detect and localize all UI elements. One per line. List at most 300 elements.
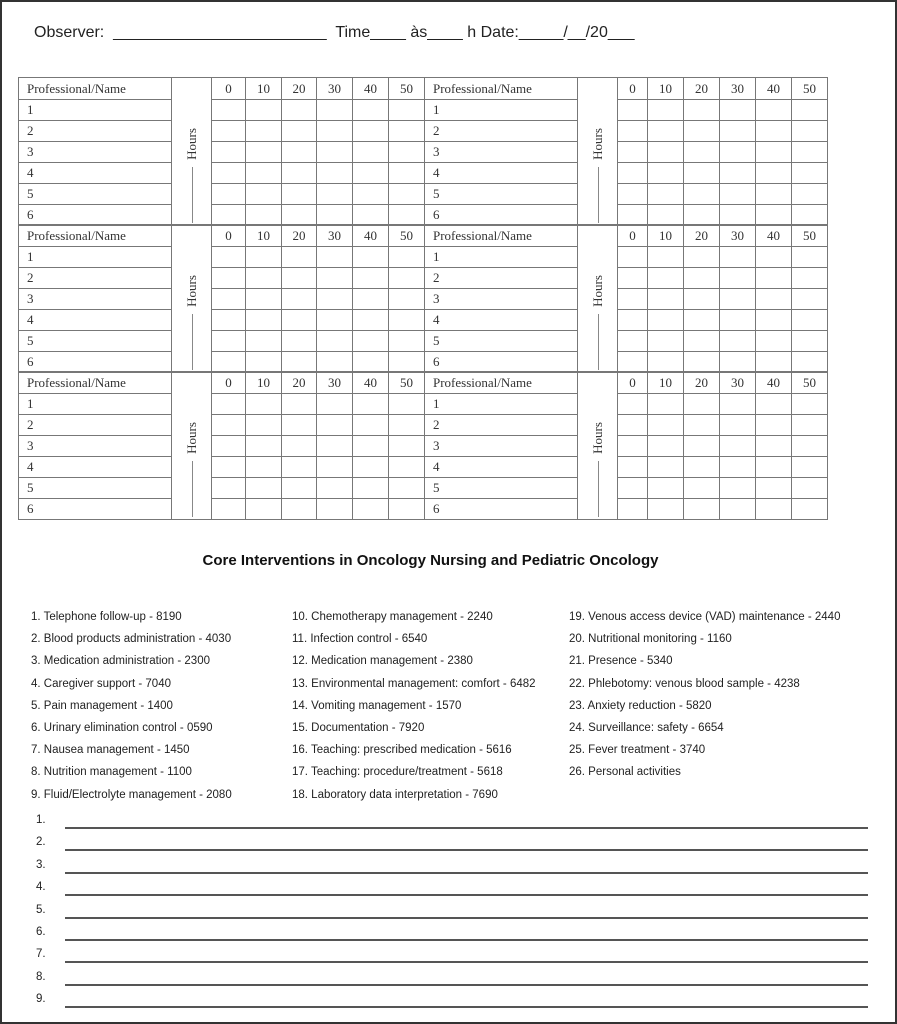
- observation-cell[interactable]: [317, 289, 353, 310]
- observation-cell[interactable]: [317, 499, 353, 520]
- observation-cell[interactable]: [618, 121, 648, 142]
- observation-cell[interactable]: [792, 478, 828, 499]
- observation-cell[interactable]: [648, 247, 684, 268]
- note-entry-field[interactable]: [65, 961, 868, 963]
- observation-cell[interactable]: [317, 457, 353, 478]
- observation-cell[interactable]: [720, 331, 756, 352]
- professional-name-cell[interactable]: 1: [425, 100, 578, 121]
- observation-cell[interactable]: [353, 121, 389, 142]
- observation-cell[interactable]: [389, 499, 425, 520]
- observation-cell[interactable]: [720, 457, 756, 478]
- minute-header: 20: [282, 78, 317, 100]
- observation-cell[interactable]: [317, 394, 353, 415]
- observation-cell[interactable]: [282, 289, 317, 310]
- observation-cell[interactable]: [792, 142, 828, 163]
- observation-cell[interactable]: [246, 100, 282, 121]
- professional-name-cell[interactable]: 4: [425, 163, 578, 184]
- observation-cell[interactable]: [792, 268, 828, 289]
- observation-cell[interactable]: [720, 499, 756, 520]
- observation-cell[interactable]: [618, 184, 648, 205]
- observation-cell[interactable]: [246, 310, 282, 331]
- observation-cell[interactable]: [353, 205, 389, 226]
- observation-cell[interactable]: [282, 394, 317, 415]
- observation-cell[interactable]: [282, 268, 317, 289]
- observation-cell[interactable]: [648, 142, 684, 163]
- observation-cell[interactable]: [353, 310, 389, 331]
- professional-name-cell[interactable]: 6: [425, 499, 578, 520]
- observation-cell[interactable]: [648, 205, 684, 226]
- hours-entry-line: [192, 167, 193, 223]
- professional-name-cell[interactable]: 1: [19, 247, 172, 268]
- observation-cell[interactable]: [648, 478, 684, 499]
- observation-cell[interactable]: [282, 331, 317, 352]
- professional-name-cell[interactable]: 1: [425, 394, 578, 415]
- observation-cell[interactable]: [389, 415, 425, 436]
- note-entry-field[interactable]: [65, 917, 868, 919]
- observation-cell[interactable]: [756, 394, 792, 415]
- professional-name-cell[interactable]: 3: [425, 289, 578, 310]
- professional-name-cell[interactable]: 3: [425, 142, 578, 163]
- observation-cell[interactable]: [792, 499, 828, 520]
- intervention-item: 22. Phlebotomy: venous blood sample - 4238: [569, 677, 800, 690]
- note-entry-field[interactable]: [65, 872, 868, 874]
- professional-name-cell[interactable]: 5: [425, 184, 578, 205]
- observation-cell[interactable]: [353, 268, 389, 289]
- observation-cell[interactable]: [212, 184, 246, 205]
- observation-cell[interactable]: [618, 100, 648, 121]
- professional-name-cell[interactable]: 2: [425, 415, 578, 436]
- observation-cell[interactable]: [720, 289, 756, 310]
- observation-cell[interactable]: [353, 499, 389, 520]
- observation-cell[interactable]: [282, 184, 317, 205]
- minute-header: 20: [282, 225, 317, 247]
- observation-cell[interactable]: [756, 331, 792, 352]
- observation-cell[interactable]: [212, 121, 246, 142]
- observation-cell[interactable]: [212, 436, 246, 457]
- observation-cell[interactable]: [389, 289, 425, 310]
- observation-cell[interactable]: [317, 331, 353, 352]
- observation-cell[interactable]: [792, 163, 828, 184]
- professional-name-cell[interactable]: 5: [425, 478, 578, 499]
- observation-cell[interactable]: [684, 352, 720, 373]
- time-to-field[interactable]: às____: [410, 24, 463, 41]
- professional-name-cell[interactable]: 1: [19, 394, 172, 415]
- observation-cell[interactable]: [648, 100, 684, 121]
- table-row: [19, 289, 425, 310]
- observation-cell[interactable]: [618, 247, 648, 268]
- observation-cell[interactable]: [618, 142, 648, 163]
- observation-cell[interactable]: [389, 100, 425, 121]
- table-row: [19, 310, 425, 331]
- observation-cell[interactable]: [684, 100, 720, 121]
- observation-cell[interactable]: [792, 436, 828, 457]
- observation-cell[interactable]: [648, 394, 684, 415]
- professional-name-cell[interactable]: 3: [19, 289, 172, 310]
- minute-header: 10: [246, 372, 282, 394]
- professional-name-cell[interactable]: 1: [19, 100, 172, 121]
- observation-cell[interactable]: [282, 163, 317, 184]
- observation-cell[interactable]: [282, 100, 317, 121]
- observation-cell[interactable]: [684, 247, 720, 268]
- observation-cell[interactable]: [618, 352, 648, 373]
- note-entry-field[interactable]: [65, 894, 868, 896]
- observation-cell[interactable]: [282, 121, 317, 142]
- professional-name-cell[interactable]: 5: [19, 478, 172, 499]
- observation-cell[interactable]: [212, 310, 246, 331]
- observation-cell[interactable]: [648, 499, 684, 520]
- observation-cell[interactable]: [618, 394, 648, 415]
- grid-block: [18, 371, 827, 518]
- observation-cell[interactable]: [720, 352, 756, 373]
- professional-name-cell[interactable]: 4: [425, 457, 578, 478]
- observation-cell[interactable]: [353, 394, 389, 415]
- observation-cell[interactable]: [720, 310, 756, 331]
- observation-cell[interactable]: [212, 163, 246, 184]
- professional-name-cell[interactable]: 3: [19, 142, 172, 163]
- observation-cell[interactable]: [317, 100, 353, 121]
- observation-cell[interactable]: [212, 268, 246, 289]
- observation-cell[interactable]: [756, 310, 792, 331]
- observation-cell[interactable]: [684, 394, 720, 415]
- observation-cell[interactable]: [212, 394, 246, 415]
- intervention-item: 4. Caregiver support - 7040: [31, 677, 171, 690]
- observation-cell[interactable]: [618, 163, 648, 184]
- professional-name-cell[interactable]: 6: [425, 205, 578, 226]
- date-field[interactable]: h Date:_____/__/20___: [467, 24, 635, 41]
- observation-cell[interactable]: [756, 457, 792, 478]
- minute-header: 30: [317, 225, 353, 247]
- observation-cell[interactable]: [756, 205, 792, 226]
- observation-cell[interactable]: [684, 142, 720, 163]
- observation-cell[interactable]: [353, 457, 389, 478]
- observation-cell[interactable]: [282, 436, 317, 457]
- observation-cell[interactable]: [389, 247, 425, 268]
- observation-cell[interactable]: [246, 415, 282, 436]
- observation-cell[interactable]: [282, 457, 317, 478]
- observation-cell[interactable]: [389, 142, 425, 163]
- observation-cell[interactable]: [389, 163, 425, 184]
- note-line: [36, 926, 868, 948]
- observation-cell[interactable]: [389, 310, 425, 331]
- observation-cell[interactable]: [212, 352, 246, 373]
- observation-cell[interactable]: [212, 247, 246, 268]
- hours-cell[interactable]: [172, 78, 212, 226]
- observation-cell[interactable]: [246, 142, 282, 163]
- observation-cell[interactable]: [792, 205, 828, 226]
- observation-cell[interactable]: [317, 415, 353, 436]
- observation-cell[interactable]: [720, 247, 756, 268]
- intervention-item: 13. Environmental management: comfort - 6482: [292, 677, 536, 690]
- observation-cell[interactable]: [648, 184, 684, 205]
- observation-cell[interactable]: [246, 352, 282, 373]
- intervention-item: 12. Medication management - 2380: [292, 655, 473, 668]
- observation-cell[interactable]: [212, 331, 246, 352]
- professional-name-cell[interactable]: 4: [425, 310, 578, 331]
- observation-cell[interactable]: [756, 415, 792, 436]
- observation-cell[interactable]: [756, 289, 792, 310]
- observation-cell[interactable]: [317, 163, 353, 184]
- observation-cell[interactable]: [317, 352, 353, 373]
- observation-cell[interactable]: [684, 310, 720, 331]
- professional-name-cell[interactable]: 6: [425, 352, 578, 373]
- observation-cell[interactable]: [389, 457, 425, 478]
- observation-cell[interactable]: [756, 121, 792, 142]
- interventions-column-3: [569, 610, 840, 788]
- observation-cell[interactable]: [792, 457, 828, 478]
- observation-cell[interactable]: [282, 415, 317, 436]
- observation-cell[interactable]: [648, 352, 684, 373]
- note-entry-field[interactable]: [65, 939, 868, 941]
- observation-cell[interactable]: [792, 331, 828, 352]
- observation-cell[interactable]: [792, 310, 828, 331]
- observation-cell[interactable]: [684, 205, 720, 226]
- professional-name-cell[interactable]: 2: [19, 268, 172, 289]
- observation-cell[interactable]: [353, 247, 389, 268]
- professional-name-cell[interactable]: 6: [19, 352, 172, 373]
- observation-cell[interactable]: [353, 289, 389, 310]
- grid-half: [424, 224, 827, 371]
- professional-name-cell[interactable]: 4: [19, 457, 172, 478]
- observer-field[interactable]: ________________________: [113, 24, 327, 41]
- observation-cell[interactable]: [792, 121, 828, 142]
- observation-cell[interactable]: [720, 163, 756, 184]
- professional-name-cell[interactable]: 2: [19, 415, 172, 436]
- table-row: [425, 268, 828, 289]
- observation-cell[interactable]: [353, 142, 389, 163]
- observation-cell[interactable]: [756, 184, 792, 205]
- observation-cell[interactable]: [792, 184, 828, 205]
- professional-name-cell[interactable]: 1: [425, 247, 578, 268]
- observation-cell[interactable]: [756, 499, 792, 520]
- observation-cell[interactable]: [246, 268, 282, 289]
- hours-cell[interactable]: [578, 78, 618, 226]
- observation-cell[interactable]: [246, 436, 282, 457]
- observation-cell[interactable]: [317, 436, 353, 457]
- intervention-item: 11. Infection control - 6540: [292, 633, 428, 646]
- observation-cell[interactable]: [212, 100, 246, 121]
- observation-cell[interactable]: [756, 268, 792, 289]
- professional-name-cell[interactable]: 2: [425, 268, 578, 289]
- observation-cell[interactable]: [389, 184, 425, 205]
- note-entry-field[interactable]: [65, 849, 868, 851]
- observation-cell[interactable]: [353, 436, 389, 457]
- observation-cell[interactable]: [353, 331, 389, 352]
- observation-cell[interactable]: [246, 499, 282, 520]
- observation-cell[interactable]: [282, 205, 317, 226]
- observation-cell[interactable]: [389, 121, 425, 142]
- observation-cell[interactable]: [684, 289, 720, 310]
- observation-cell[interactable]: [389, 205, 425, 226]
- observation-cell[interactable]: [246, 331, 282, 352]
- observation-cell[interactable]: [389, 394, 425, 415]
- professional-name-cell[interactable]: 4: [19, 310, 172, 331]
- observation-cell[interactable]: [353, 415, 389, 436]
- observation-cell[interactable]: [282, 310, 317, 331]
- observation-cell[interactable]: [792, 394, 828, 415]
- observation-cell[interactable]: [317, 121, 353, 142]
- minute-header: 50: [792, 372, 828, 394]
- observation-cell[interactable]: [792, 100, 828, 121]
- professional-name-cell[interactable]: 5: [19, 331, 172, 352]
- professional-name-cell[interactable]: 5: [425, 331, 578, 352]
- observation-cell[interactable]: [720, 205, 756, 226]
- note-entry-field[interactable]: [65, 827, 868, 829]
- observation-cell[interactable]: [389, 478, 425, 499]
- observation-cell[interactable]: [618, 310, 648, 331]
- observation-cell[interactable]: [720, 436, 756, 457]
- observation-cell[interactable]: [720, 394, 756, 415]
- name-header: Professional/Name: [19, 78, 172, 100]
- observation-cell[interactable]: [756, 352, 792, 373]
- observation-cell[interactable]: [618, 205, 648, 226]
- observation-cell[interactable]: [684, 457, 720, 478]
- hours-cell[interactable]: [172, 225, 212, 373]
- observation-cell[interactable]: [282, 352, 317, 373]
- observation-cell[interactable]: [282, 142, 317, 163]
- observation-cell[interactable]: [648, 457, 684, 478]
- observation-cell[interactable]: [684, 121, 720, 142]
- observation-cell[interactable]: [684, 436, 720, 457]
- observation-cell[interactable]: [648, 415, 684, 436]
- observation-cell[interactable]: [756, 163, 792, 184]
- professional-name-cell[interactable]: 3: [19, 436, 172, 457]
- observation-cell[interactable]: [618, 478, 648, 499]
- observation-cell[interactable]: [317, 184, 353, 205]
- observation-cell[interactable]: [246, 184, 282, 205]
- observation-cell[interactable]: [246, 205, 282, 226]
- professional-name-cell[interactable]: 6: [19, 499, 172, 520]
- observation-cell[interactable]: [756, 478, 792, 499]
- hours-cell[interactable]: [578, 225, 618, 373]
- observation-cell[interactable]: [684, 268, 720, 289]
- minute-header: 40: [756, 372, 792, 394]
- observation-cell[interactable]: [246, 121, 282, 142]
- observation-cell[interactable]: [618, 499, 648, 520]
- observation-cell[interactable]: [792, 352, 828, 373]
- observation-cell[interactable]: [756, 142, 792, 163]
- observation-cell[interactable]: [282, 499, 317, 520]
- professional-name-cell[interactable]: 6: [19, 205, 172, 226]
- observation-cell[interactable]: [720, 100, 756, 121]
- observation-cell[interactable]: [212, 289, 246, 310]
- grid-half: [18, 371, 424, 518]
- note-entry-field[interactable]: [65, 1006, 868, 1008]
- observation-cell[interactable]: [720, 415, 756, 436]
- observation-cell[interactable]: [618, 457, 648, 478]
- observation-table: [18, 371, 425, 520]
- observation-cell[interactable]: [756, 436, 792, 457]
- observation-cell[interactable]: [246, 247, 282, 268]
- observation-cell[interactable]: [317, 310, 353, 331]
- observation-cell[interactable]: [648, 268, 684, 289]
- observation-cell[interactable]: [720, 121, 756, 142]
- observation-cell[interactable]: [389, 331, 425, 352]
- observation-cell[interactable]: [648, 436, 684, 457]
- observation-cell[interactable]: [618, 331, 648, 352]
- observation-cell[interactable]: [648, 163, 684, 184]
- observation-cell[interactable]: [684, 163, 720, 184]
- intervention-item: 10. Chemotherapy management - 2240: [292, 611, 493, 623]
- observation-cell[interactable]: [246, 394, 282, 415]
- observation-cell[interactable]: [317, 142, 353, 163]
- hours-cell[interactable]: [578, 372, 618, 520]
- table-row: [425, 499, 828, 520]
- observation-cell[interactable]: [317, 205, 353, 226]
- observation-cell[interactable]: [756, 247, 792, 268]
- observation-cell[interactable]: [618, 436, 648, 457]
- observation-cell[interactable]: [212, 415, 246, 436]
- observation-cell[interactable]: [618, 268, 648, 289]
- table-row: [19, 457, 425, 478]
- observation-cell[interactable]: [684, 331, 720, 352]
- observation-cell[interactable]: [756, 100, 792, 121]
- observation-cell[interactable]: [389, 352, 425, 373]
- observation-cell[interactable]: [720, 184, 756, 205]
- observation-cell[interactable]: [317, 247, 353, 268]
- observation-cell[interactable]: [648, 289, 684, 310]
- observation-cell[interactable]: [618, 415, 648, 436]
- observation-cell[interactable]: [212, 457, 246, 478]
- observation-cell[interactable]: [353, 100, 389, 121]
- professional-name-cell[interactable]: 2: [19, 121, 172, 142]
- observation-cell[interactable]: [648, 121, 684, 142]
- observation-cell[interactable]: [684, 415, 720, 436]
- observation-cell[interactable]: [246, 478, 282, 499]
- observation-cell[interactable]: [317, 478, 353, 499]
- observation-cell[interactable]: [720, 142, 756, 163]
- observation-cell[interactable]: [792, 289, 828, 310]
- observation-cell[interactable]: [792, 247, 828, 268]
- observation-cell[interactable]: [212, 142, 246, 163]
- observation-cell[interactable]: [353, 352, 389, 373]
- observation-cell[interactable]: [353, 478, 389, 499]
- table-row: [425, 478, 828, 499]
- observation-cell[interactable]: [317, 268, 353, 289]
- observation-cell[interactable]: [282, 478, 317, 499]
- observation-cell[interactable]: [282, 247, 317, 268]
- observation-cell[interactable]: [212, 478, 246, 499]
- observation-cell[interactable]: [684, 184, 720, 205]
- professional-name-cell[interactable]: 2: [425, 121, 578, 142]
- observation-cell[interactable]: [648, 331, 684, 352]
- observation-cell[interactable]: [618, 289, 648, 310]
- time-field[interactable]: Time____: [335, 24, 406, 41]
- observation-cell[interactable]: [648, 310, 684, 331]
- observation-cell[interactable]: [212, 499, 246, 520]
- professional-name-cell[interactable]: 4: [19, 163, 172, 184]
- observation-cell[interactable]: [212, 205, 246, 226]
- observation-cell[interactable]: [684, 499, 720, 520]
- table-row: [19, 436, 425, 457]
- observation-cell[interactable]: [353, 163, 389, 184]
- observation-cell[interactable]: [792, 415, 828, 436]
- table-row: [19, 478, 425, 499]
- hours-label: Hours: [589, 422, 605, 455]
- observation-cell[interactable]: [246, 163, 282, 184]
- observation-cell[interactable]: [720, 478, 756, 499]
- note-entry-field[interactable]: [65, 984, 868, 986]
- observation-cell[interactable]: [720, 268, 756, 289]
- professional-name-cell[interactable]: 5: [19, 184, 172, 205]
- professional-name-cell[interactable]: 3: [425, 436, 578, 457]
- observation-cell[interactable]: [353, 184, 389, 205]
- hours-cell[interactable]: [172, 372, 212, 520]
- observation-cell[interactable]: [684, 478, 720, 499]
- observation-cell[interactable]: [246, 289, 282, 310]
- observation-cell[interactable]: [389, 436, 425, 457]
- observation-cell[interactable]: [246, 457, 282, 478]
- observation-cell[interactable]: [389, 268, 425, 289]
